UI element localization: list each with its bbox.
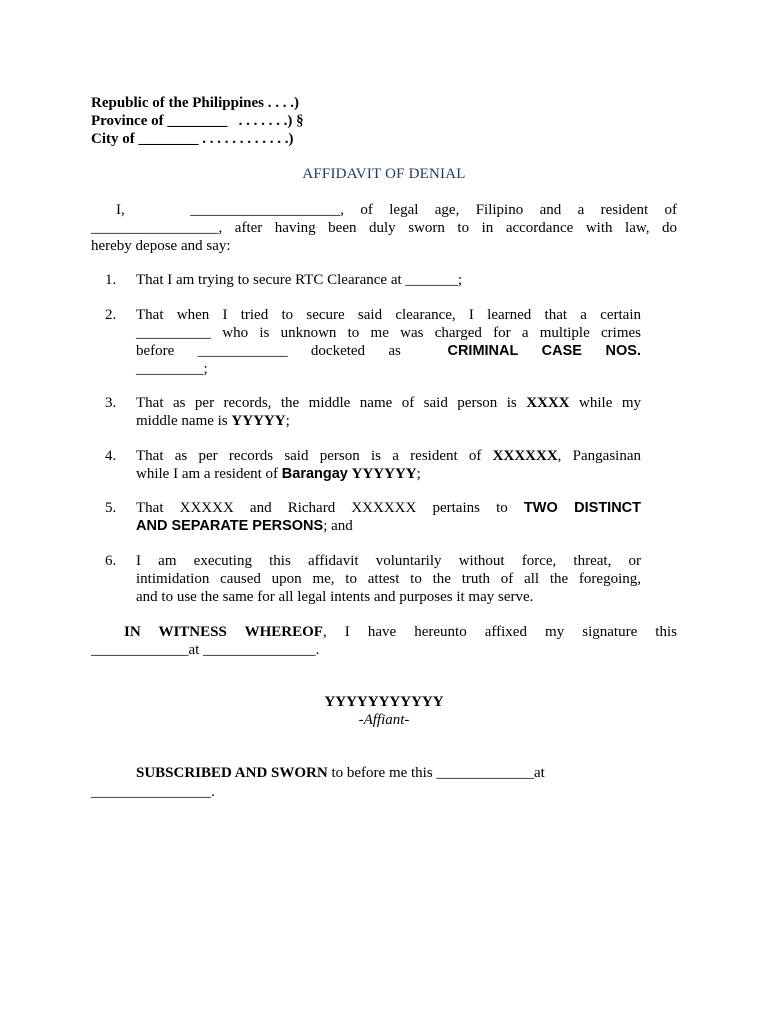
intro-line2: _________________, after having been duly sworn to in accordance with law, do [91,220,677,236]
distinct-label: TWO DISTINCT [523,500,642,516]
affidavit-page: Republic of the Philippines . . . .) Province of ________ . . . . . . .) § City of ________ . . . . . . . . . . . .) AFFIDAVIT OF DENIAL I, ____________________, of legal age, Filipino and a resident of _________________, after having been duly sworn to in accordance with law, do hereby depose and say: 1. That I am trying to secure RTC Clearance at _______; 2. That when I tried to secure said clearance, I learned that a certain __________ who is unknown to me was charged for a multiple crimes before ____________ docketed as CRIMINAL CASE NOS. _________; 3. That as per records, the middle name of said person is XXXX while my middle name is YYYYY; 4. That as per records said person is a resident of XXXXXX, Pangasinan while I am a resident of Barangay YYYYYY; 5. That XXXXX and Richard XXXXXX pertains to TWO DISTINCT AND SEPARATE PERSONS; and 6. I am executing this affidavit voluntarily without force, threat, or intimidation caused upon me, to attest to the truth of all the foregoing, and to use the same for all legal intents and purposes it may serve. IN WITNESS WHEREOF, I have hereunto affixed my signature this _____________at _______________. YYYYYYYYYYY -Affiant- SUBSCRIBED AND SWORN to before me this _____________at ________________. [0,0,768,1024]
item-number: 5. [105,500,117,516]
placeholder-own-middle-name: YYYYY [231,413,286,429]
item-text: intimidation caused upon me, to attest to the truth of all the foregoing, [136,571,641,587]
item-text: _________; [136,361,208,377]
document-title: AFFIDAVIT OF DENIAL [302,166,466,182]
item-number: 2. [105,307,117,323]
intro-paragraph [91,201,677,255]
item-number: 6. [105,553,117,569]
item-text: That I am trying to secure RTC Clearance at _______; [136,272,463,288]
item-number: 3. [105,395,117,411]
subscribed-line2: ________________. [91,784,215,800]
header-republic: Republic of the Philippines . . . .) [91,95,299,111]
item-number: 1. [105,272,117,288]
item-text: That when I tried to secure said clearance, I learned that a certain [136,307,641,323]
header-city: City of ________ . . . . . . . . . . . .) [91,131,294,147]
separate-persons-label: AND SEPARATE PERSONS [136,518,324,534]
affiant-name: YYYYYYYYYYY [324,694,444,710]
subscribed-line1: SUBSCRIBED AND SWORN to before me this _____________at [136,765,545,781]
placeholder-middle-name: XXXX [526,395,570,411]
witness-heading: IN WITNESS WHEREOF [124,624,323,640]
item-number: 4. [105,448,117,464]
witness-paragraph: IN WITNESS WHEREOF, I have hereunto affixed my signature this _____________at _______________. [91,624,677,658]
case-nos-label: CRIMINAL CASE NOS. [447,343,641,359]
intro-i: I, [116,202,125,218]
affiant-role: -Affiant- [358,712,410,728]
item-text: before ____________ docketed as [136,343,401,359]
intro-line3: hereby depose and say: [91,238,231,254]
item-text: I am executing this affidavit voluntarily without force, threat, or [136,553,641,569]
item-text: and to use the same for all legal intents and purposes it may serve. [136,589,534,605]
placeholder-own-barangay: YYYYYY [351,466,417,482]
header-province: Province of ________ . . . . . . .) § [91,113,304,129]
subscribed-heading: SUBSCRIBED AND SWORN [136,765,328,781]
barangay-label: Barangay [281,466,348,482]
witness-line2: _____________at _______________. [91,642,320,658]
intro-line1: ____________________, of legal age, Filipino and a resident of [190,202,677,218]
item-text: __________ who is unknown to me was charged for a multiple crimes [136,325,641,341]
placeholder-residence: XXXXXX [492,448,558,464]
